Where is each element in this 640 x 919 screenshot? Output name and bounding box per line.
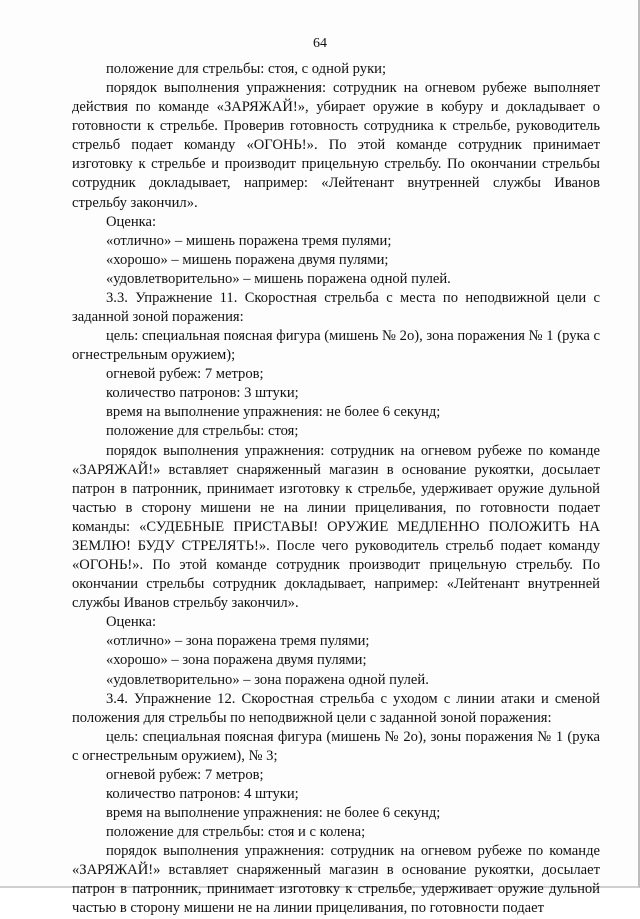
paragraph: Оценка: (106, 213, 157, 230)
paragraph: цель: специальная поясная фигура (мишень № 2о), зона поражения № 1 (рука с огнестрельным оружием); (72, 328, 600, 364)
paragraph: порядок выполнения упражнения: сотрудник на огневом рубеже выполняет действия по команде «ЗАРЯЖАЙ!», убирает оружие в кобуру и докладывает о готовности к стрельбе. Проверив готовность сотрудника к стрельбе, руководитель стрельб подает команду «ОГОНЬ!». По этой команде сотрудник принимает изготовку к стрельбе и производит прицельную стрельбу. По окончании стрельбы сотрудник докладывает, например: «Лейтенант внутренней службы Иванов стрельбу закончил». (72, 80, 600, 211)
paragraph: огневой рубеж: 7 метров; (106, 366, 264, 383)
paragraph: положение для стрельбы: стоя, с одной руки; (106, 61, 387, 77)
paragraph: цель: специальная поясная фигура (мишень № 2о), зоны поражения № 1 (рука с огнестрельным оружием), № 3; (72, 728, 600, 764)
paragraph: количество патронов: 4 штуки; (106, 785, 299, 802)
page-number: 64 (313, 36, 327, 51)
paragraph: положение для стрельбы: стоя; (106, 423, 299, 440)
paragraph: «хорошо» – зона поражена двумя пулями; (106, 652, 367, 669)
section-heading: 3.4. Упражнение 12. Скоростная стрельба с уходом с линии атаки и сменой положения для стрельбы по неподвижной цели с заданной зоной поражения: (72, 690, 600, 726)
paragraph: порядок выполнения упражнения: сотрудник на огневом рубеже по команде «ЗАРЯЖАЙ!» вставляет снаряженный магазин в основание рукоятки, досылает патрон в патронник, принимает изготовку к стрельбе, удерживает оружие дульной частью в сторону мишени не на линии прицеливания, по готовности подает (72, 843, 600, 917)
paragraph: количество патронов: 3 штуки; (106, 385, 299, 402)
paragraph: «отлично» – мишень поражена тремя пулями; (106, 232, 392, 249)
paragraph: огневой рубеж: 7 метров; (106, 766, 264, 783)
paragraph: «хорошо» – мишень поражена двумя пулями; (106, 251, 389, 268)
paragraph: положение для стрельбы: стоя и с колена; (106, 824, 366, 841)
section-heading: 3.3. Упражнение 11. Скоростная стрельба с места по неподвижной цели с заданной зоной поражения: (72, 289, 600, 326)
paragraph: порядок выполнения упражнения: сотрудник на огневом рубеже по команде «ЗАРЯЖАЙ!» вставляет снаряженный магазин в основание рукоятки, досылает патрон в патронник, принимает изготовку к стрельбе, удерживает оружие дульной частью в сторону мишени не на линии прицеливания, по готовности подает команды: «СУДЕБНЫЕ ПРИСТАВЫ! ОРУЖИЕ МЕДЛЕННО ПОЛОЖИТЬ НА ЗЕМЛЮ! БУДУ СТРЕЛЯТЬ!». После чего руководитель стрельб подает команду «ОГОНЬ!». По этой команде сотрудник производит прицельную стрельбу. По окончании стрельбы сотрудник докладывает, например: «Лейтенант внутренней службы Иванов стрельбу закончил». (72, 442, 600, 612)
document-body (72, 60, 600, 919)
paragraph: Оценка: (106, 614, 157, 631)
paragraph: «удовлетворительно» – зона поражена одной пулей. (106, 671, 429, 688)
paragraph: время на выполнение упражнения: не более 6 секунд; (106, 404, 441, 421)
paragraph: «отлично» – зона поражена тремя пулями; (106, 633, 370, 650)
paragraph: время на выполнение упражнения: не более 6 секунд; (106, 805, 441, 822)
paragraph: «удовлетворительно» – мишень поражена одной пулей. (106, 270, 451, 287)
